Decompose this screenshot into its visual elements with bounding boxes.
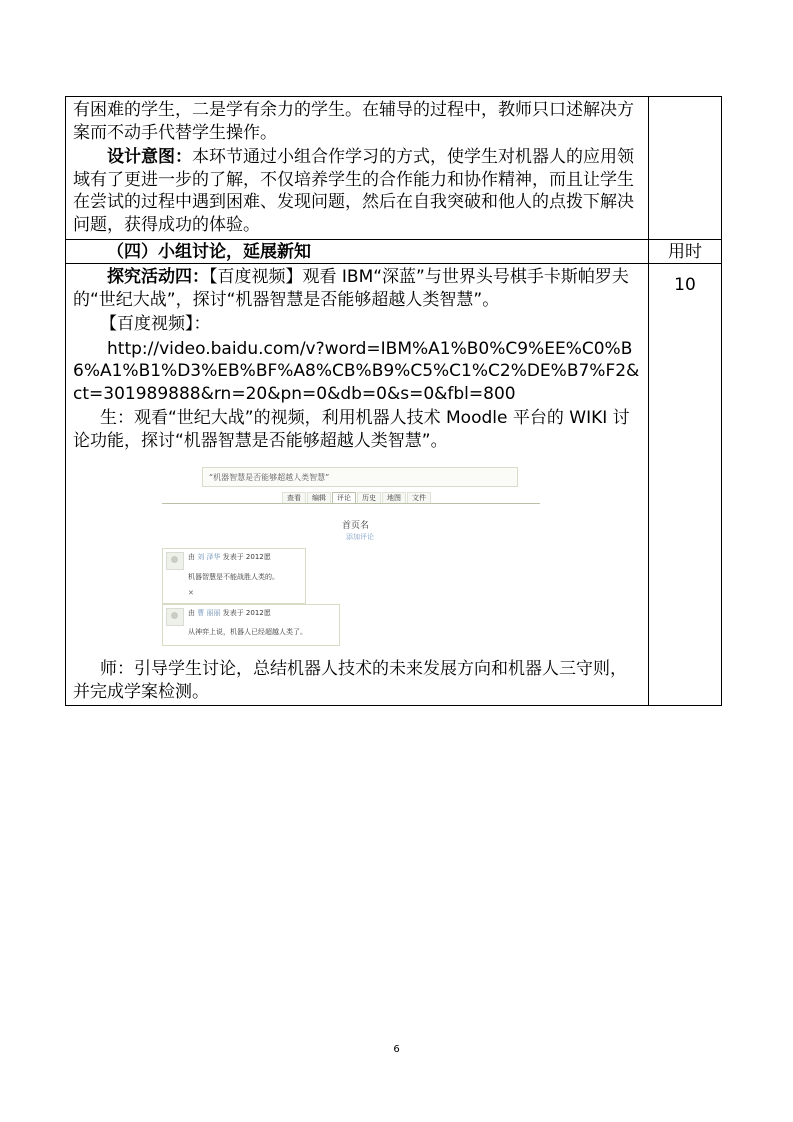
table-row [66,240,722,264]
comment-meta: 由 刘 泽华 发表于 2012愿 [188,553,271,561]
delete-icon: ✕ [188,589,194,597]
paragraph-activity [66,264,648,311]
avatar [166,552,184,570]
avatar [166,608,184,626]
video-url: http://video.baidu.com/v?word=IBM%A1%B0%C9%EE%C0%B6%A1%B1%D3%EB%BF%A8%CB%B9%C5%C1%C2%DE%B7%F2&ct=301989888&rn=20&pn=0&db=0&s=0&fbl=800 [73,338,640,404]
comment-meta: 由 曹 丽丽 发表于 2012愿 [188,609,271,617]
tab-rule [162,503,540,504]
paragraph-guidance: 有困难的学生，二是学有余力的学生。在辅导的过程中，教师只口述解决方案而不动手代替学生操作。 [73,100,634,143]
time-value: 10 [674,275,696,295]
time-value-cell [649,264,722,706]
wiki-title: “机器智慧是否能够超越人类智慧” [202,467,518,487]
page-number: 6 [393,1044,400,1055]
design-intent-text: 本环节通过小组合作学习的方式，使学生对机器人的应用领域有了更进一步的了解，不仅培养学生的合作能力和协作精神，而且让学生在尝试的过程中遇到困难、发现问题，然后在自我突破和他人的点拨下解决问题，获得成功的体验。 [73,147,634,235]
comment-user: 曹 丽丽 [197,609,221,617]
lesson-plan-table [65,96,722,706]
add-comment-link: 添加评论 [346,533,374,541]
tab-history: 历史 [357,492,381,504]
comment-user: 刘 泽华 [197,553,221,561]
activity-label: 探究活动四： [107,267,209,287]
paragraph-design-intent [66,144,648,236]
time-header: 用时 [668,242,702,262]
tab-map: 地图 [382,492,406,504]
time-header-cell [649,240,722,264]
paragraph-teacher: 师：引导学生讨论，总结机器人技术的未来发展方向和机器人三守则，并完成学案检测。 [73,659,627,702]
activity-text: 【百度视频】观看 IBM“深蓝”与世界头号棋手卡斯帕罗夫的“世纪大战”，探讨“机器智慧是否能够超越人类智慧”。 [73,267,629,310]
time-cell-empty [649,97,722,240]
video-label: 【百度视频】： [100,314,211,334]
activity-cell [66,264,649,706]
design-intent-label: 设计意图： [107,147,192,167]
table-row [66,97,722,240]
wiki-page-name: 首页名 [342,521,370,531]
comment-body: 机器智慧是不能战胜人类的。 [188,573,279,581]
comment-body: 从神弈上说，机器人已经超越人类了。 [188,628,307,636]
wiki-screenshot [162,464,542,656]
paragraph-student: 生：观看“世纪大战”的视频，利用机器人技术 Moodle 平台的 WIKI 讨论功能，探讨“机器智慧是否能够超越人类智慧”。 [73,408,630,451]
tab-edit: 编辑 [307,492,331,504]
tab-comments: 评论 [332,492,356,504]
tab-files: 文件 [407,492,431,504]
table-row [66,264,722,706]
content-cell [66,97,649,240]
tab-view: 查看 [282,492,306,504]
section-heading-cell [66,240,649,264]
section-heading: （四）小组讨论，延展新知 [107,242,311,262]
